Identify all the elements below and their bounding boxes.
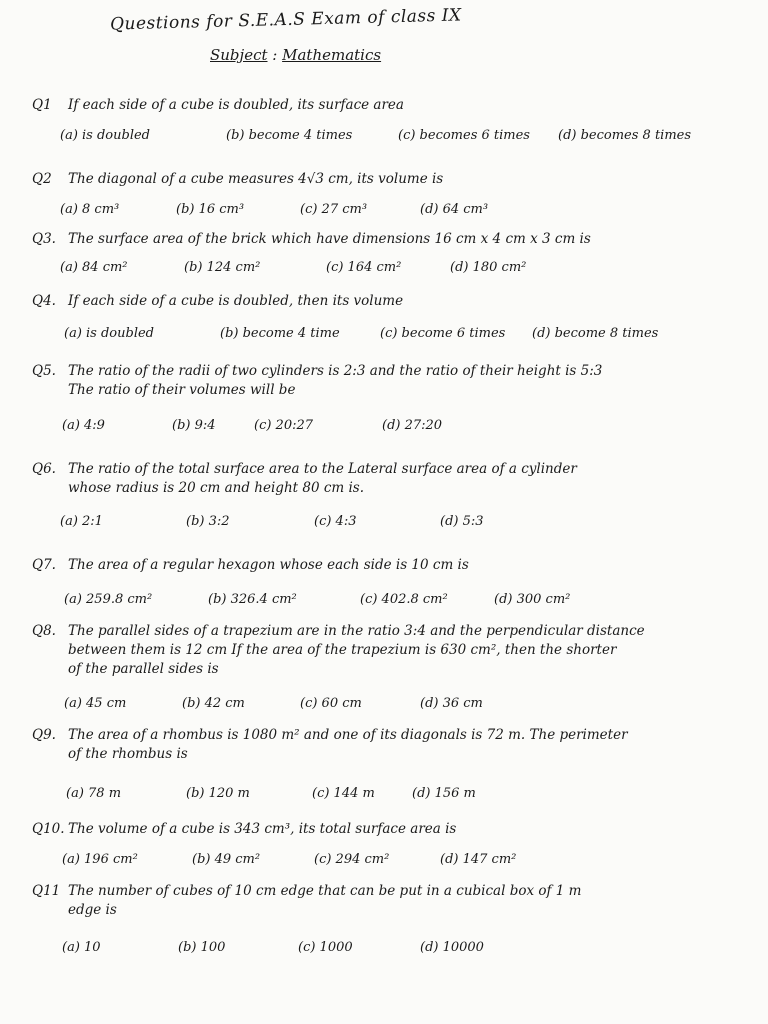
- option-a: (a) 259.8 cm²: [64, 592, 153, 607]
- question-number: Q1: [32, 97, 52, 113]
- question-text-continued: The ratio of their volumes will be: [68, 382, 296, 398]
- question-text-continued: whose radius is 20 cm and height 80 cm is.: [68, 480, 365, 496]
- question-text: The diagonal of a cube measures 4√3 cm, its volume is: [68, 171, 444, 187]
- question-text-continued: between them is 12 cm If the area of the trapezium is 630 cm², then the shorter: [68, 642, 617, 658]
- question-number: Q4.: [32, 293, 56, 309]
- option-c: (c) 164 cm²: [326, 260, 402, 275]
- option-d: (d) 300 cm²: [494, 592, 571, 607]
- question-text: The surface area of the brick which have dimensions 16 cm x 4 cm x 3 cm is: [68, 231, 591, 247]
- question-5: [32, 362, 752, 400]
- option-b: (b) 326.4 cm²: [208, 592, 297, 607]
- page-title: Questions for S.E.A.S Exam of class IX: [109, 5, 462, 35]
- option-d: (d) become 8 times: [532, 326, 659, 341]
- option-d: (d) 5:3: [440, 514, 484, 529]
- question-number: Q9.: [32, 727, 56, 743]
- option-c: (c) 402.8 cm²: [360, 592, 448, 607]
- option-a: (a) 2:1: [60, 514, 103, 529]
- question-text: The parallel sides of a trapezium are in the ratio 3:4 and the perpendicular distance: [68, 623, 645, 639]
- question-text-continued: edge is: [68, 902, 117, 918]
- option-b: (b) 49 cm²: [192, 852, 261, 867]
- question-text-continued: of the rhombus is: [68, 746, 188, 762]
- question-number: Q2: [32, 171, 52, 187]
- option-a: (a) is doubled: [64, 326, 155, 341]
- option-d: (d) becomes 8 times: [558, 128, 692, 143]
- option-b: (b) 120 m: [186, 786, 250, 801]
- subject-colon: :: [272, 46, 283, 64]
- option-b: (b) 3:2: [186, 514, 230, 529]
- question-text: If each side of a cube is doubled, its surface area: [68, 97, 404, 113]
- option-c: (c) 1000: [298, 940, 353, 955]
- option-a: (a) 84 cm²: [60, 260, 128, 275]
- question-number: Q5.: [32, 363, 56, 379]
- question-number: Q10.: [32, 821, 65, 837]
- option-c: (c) 27 cm³: [300, 202, 368, 217]
- question-6: [32, 460, 752, 498]
- option-c: (c) become 6 times: [380, 326, 506, 341]
- option-d: (d) 147 cm²: [440, 852, 517, 867]
- option-c: (c) 4:3: [314, 514, 357, 529]
- subject-line: [210, 46, 381, 64]
- question-number: Q6.: [32, 461, 56, 477]
- question-number: Q11: [32, 883, 61, 899]
- question-3: [32, 230, 752, 249]
- option-d: (d) 64 cm³: [420, 202, 489, 217]
- question-number: Q3.: [32, 231, 56, 247]
- option-b: (b) 42 cm: [182, 696, 245, 711]
- question-11: [32, 882, 752, 920]
- option-d: (d) 156 m: [412, 786, 476, 801]
- question-1: [32, 96, 752, 115]
- question-text: The ratio of the radii of two cylinders is 2:3 and the ratio of their height is 5:3: [68, 363, 603, 379]
- option-d: (d) 10000: [420, 940, 484, 955]
- option-b: (b) become 4 time: [220, 326, 340, 341]
- option-a: (a) 196 cm²: [62, 852, 138, 867]
- question-8: [32, 622, 752, 679]
- option-d: (d) 36 cm: [420, 696, 483, 711]
- option-b: (b) 100: [178, 940, 226, 955]
- question-4: [32, 292, 752, 311]
- question-text-continued-2: of the parallel sides is: [68, 661, 219, 677]
- option-a: (a) 10: [62, 940, 101, 955]
- question-2: [32, 170, 752, 189]
- option-d: (d) 180 cm²: [450, 260, 527, 275]
- question-text: The ratio of the total surface area to the Lateral surface area of a cylinder: [68, 461, 577, 477]
- option-b: (b) become 4 times: [226, 128, 353, 143]
- option-a: (a) is doubled: [60, 128, 151, 143]
- question-text: If each side of a cube is doubled, then its volume: [68, 293, 404, 309]
- question-number: Q7.: [32, 557, 56, 573]
- question-text: The volume of a cube is 343 cm³, its total surface area is: [68, 821, 457, 837]
- option-b: (b) 16 cm³: [176, 202, 245, 217]
- option-b: (b) 124 cm²: [184, 260, 261, 275]
- option-b: (b) 9:4: [172, 418, 216, 433]
- option-a: (a) 78 m: [66, 786, 122, 801]
- question-text: The area of a regular hexagon whose each side is 10 cm is: [68, 557, 469, 573]
- subject-label: Subject: [210, 46, 268, 64]
- option-c: (c) 60 cm: [300, 696, 362, 711]
- option-a: (a) 4:9: [62, 418, 105, 433]
- subject-value: Mathematics: [282, 46, 382, 64]
- option-a: (a) 45 cm: [64, 696, 127, 711]
- option-c: (c) 20:27: [254, 418, 314, 433]
- question-9: [32, 726, 752, 764]
- option-c: (c) 294 cm²: [314, 852, 390, 867]
- question-text: The number of cubes of 10 cm edge that can be put in a cubical box of 1 m: [68, 883, 582, 899]
- option-c: (c) becomes 6 times: [398, 128, 530, 143]
- option-a: (a) 8 cm³: [60, 202, 120, 217]
- option-c: (c) 144 m: [312, 786, 375, 801]
- question-10: [32, 820, 752, 839]
- question-7: [32, 556, 752, 575]
- option-d: (d) 27:20: [382, 418, 443, 433]
- question-text: The area of a rhombus is 1080 m² and one of its diagonals is 72 m. The perimeter: [68, 727, 628, 743]
- question-number: Q8.: [32, 623, 56, 639]
